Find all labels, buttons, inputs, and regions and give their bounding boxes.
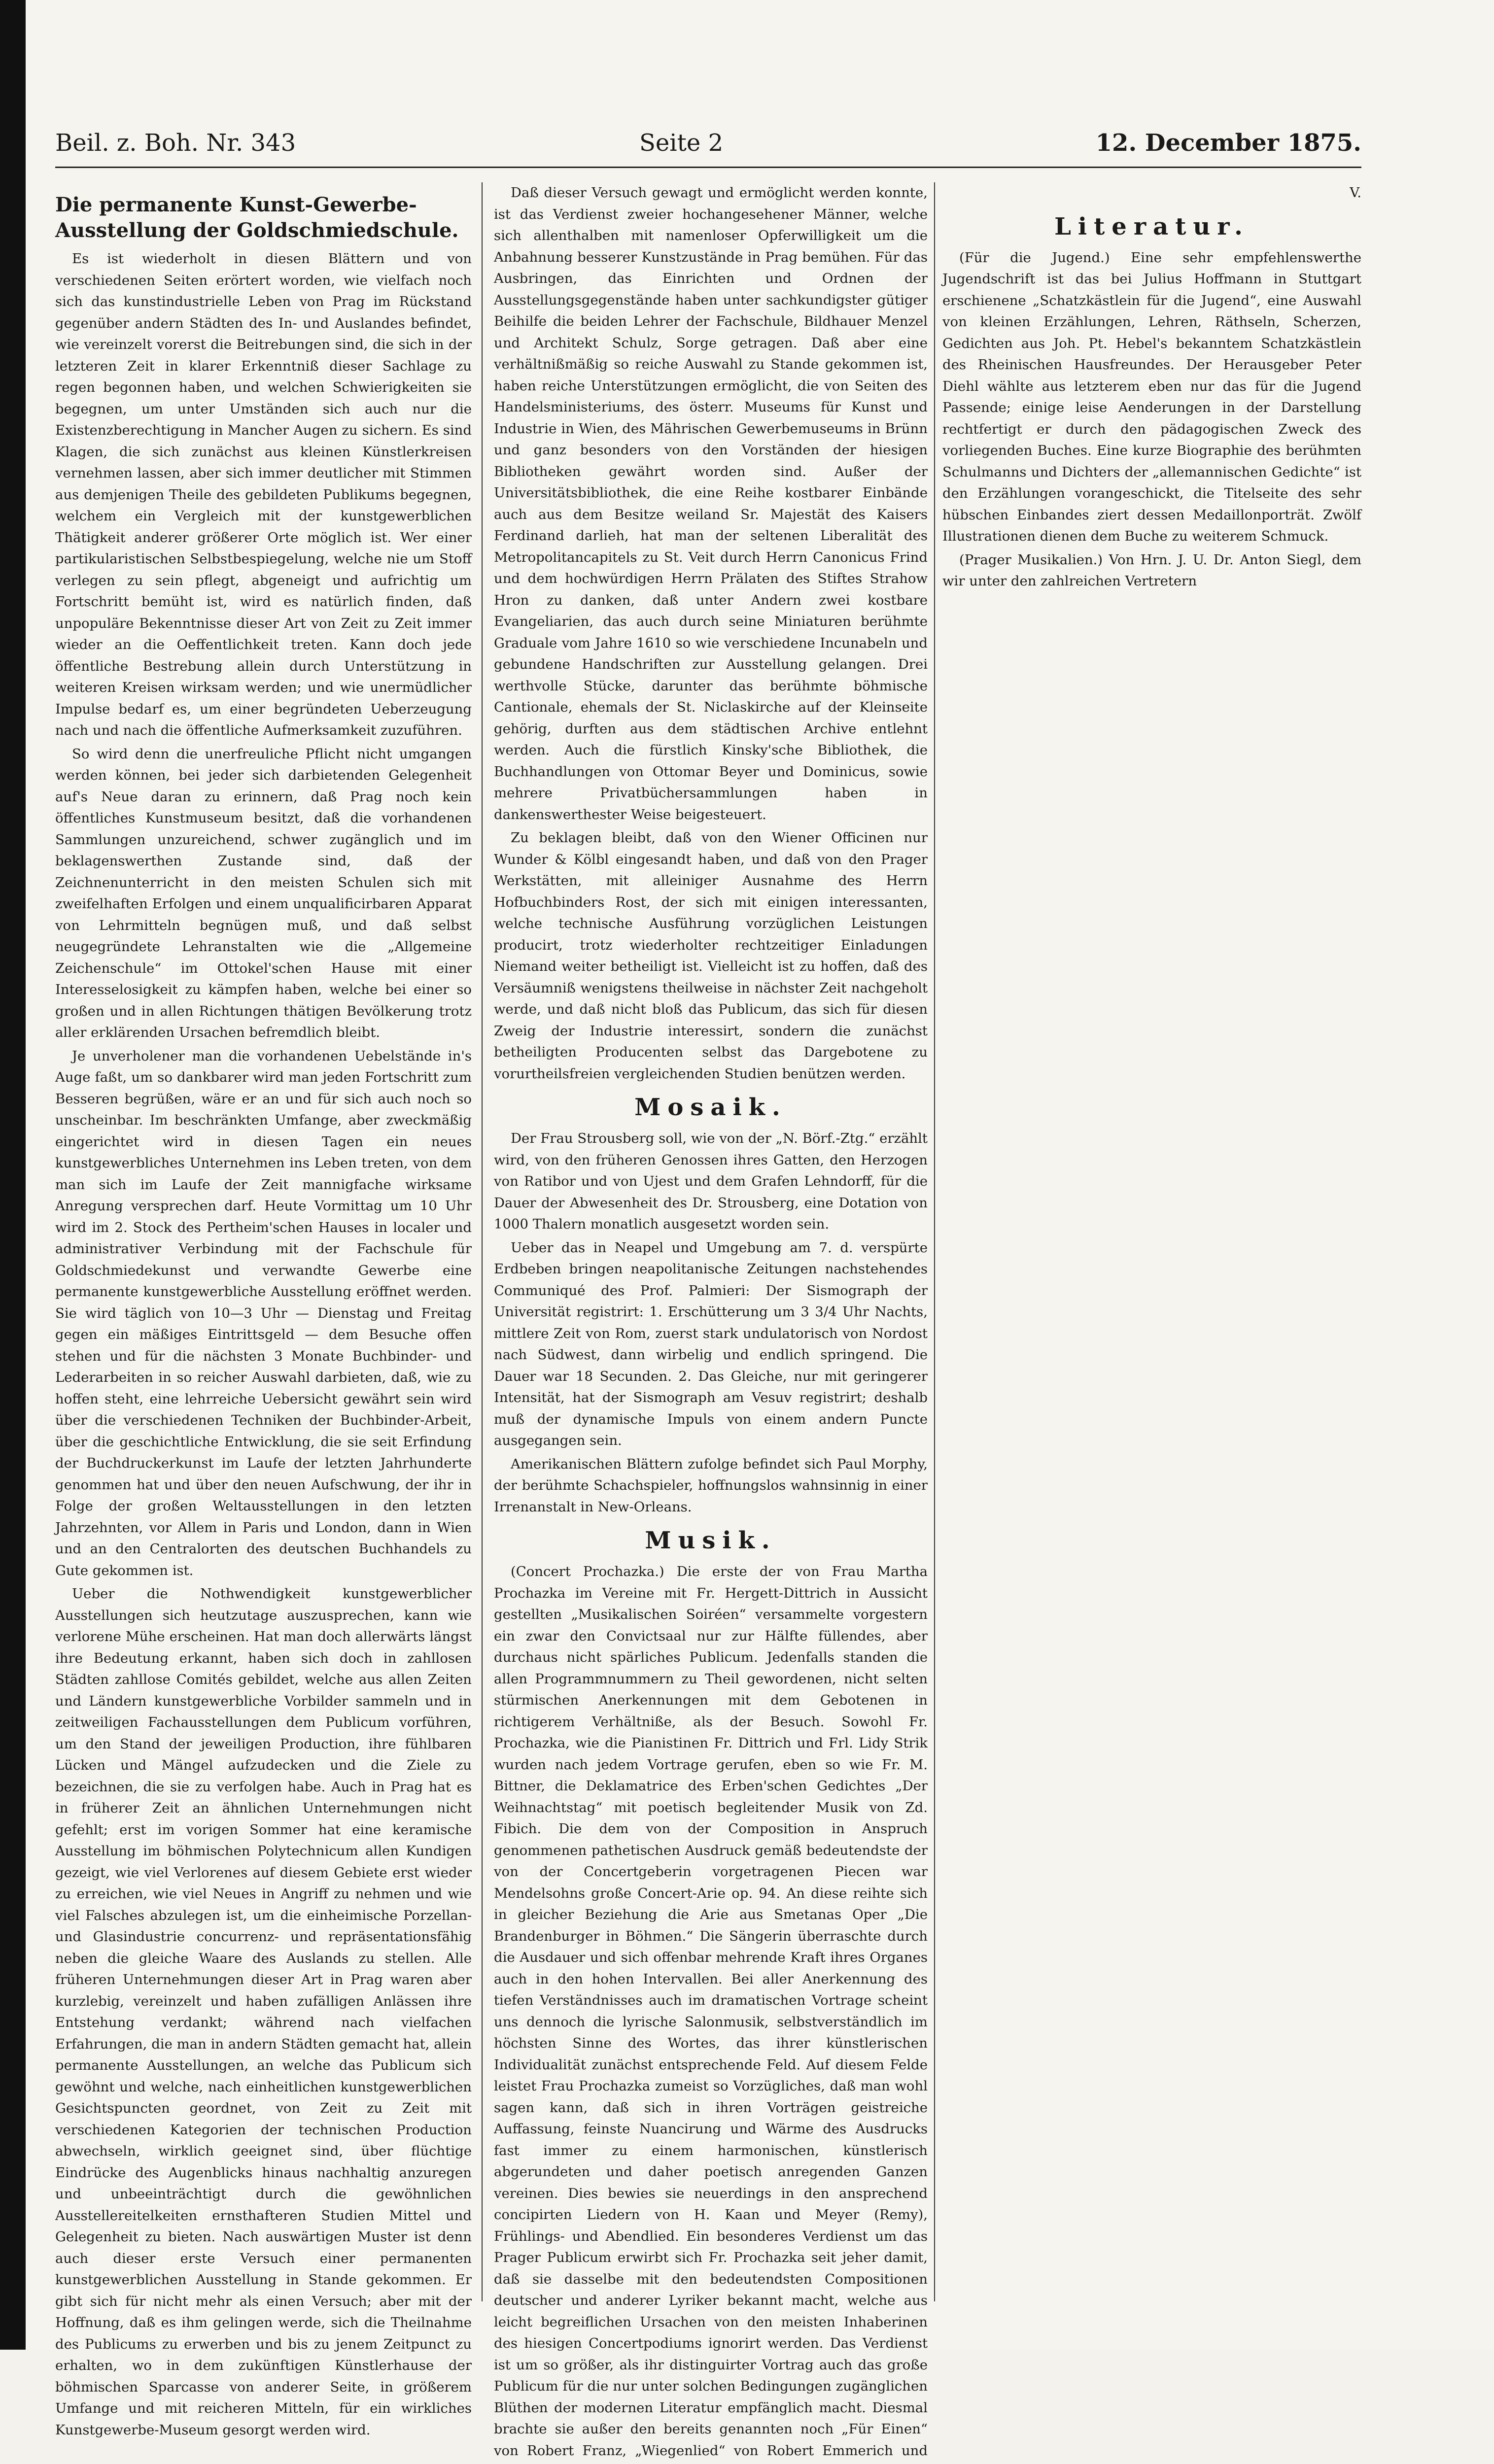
article-paragraph-6: Zu beklagen bleibt, daß von den Wiener Officinen nur Wunder & Kölbl eingesandt haben, und daß von den Prager Werkstätten, mit alleiniger Ausnahme des Herrn Hofbuchbinders Rost, der sich mit einigen interessanten, welche technische Ausführung vorzüglichen Leistungen producirt, trotz wiederholter rechtzeitiger Einladungen Niemand weiter betheiligt ist. Vielleicht ist zu hoffen, daß des Versäumniß wenigstens theilweise in nächster Zeit nachgeholt werde, und daß nicht bloß das Publicum, das sich für diesen Zweig der Industrie interessirt, sondern die zunächst betheiligten Producenten selbst das Dargebotene zu vorurtheilsfreien vergleichenden Studien benützen werden.	[494, 830, 928, 1082]
mosaik-item-2: Ueber das in Neapel und Umgebung am 7. d. verspürte Erdbeben bringen neapolitanische Zeitungen nachstehendes Communiqué des Prof. Palmieri: Der Sismograph der Universität registrirt: 1. Erschütterung um 3 3/4 Uhr Nachts, mittlere Zeit von Rom, zuerst stark undulatorisch von Nordost nach Südwest, dann wirbelig und endlich springend. Die Dauer war 18 Secunden. 2. Das Gleiche, nur mit geringerer Intensität, hat der Sismograph am Vesuv registrirt; deshalb muß der dynamische Impuls von einem andern Puncte ausgegangen sein.	[494, 1239, 928, 1448]
article-title: Die permanente Kunst-Gewerbe-Ausstellung der Goldschmiedschule.	[55, 193, 459, 242]
article-paragraph-4: Ueber die Nothwendigkeit kunstgewerblicher Ausstellungen sich heutzutage auszusprechen, kann wie verlorene Mühe erscheinen. Hat man doch allerwärts längst ihre Bedeutung erkannt, haben sich doch in zahllosen Städten zahllose Comités gebildet, welche aus allen Zeiten und Ländern kunstgewerbliche Vorbilder sammeln und in zeitweiligen Fachausstellungen dem Publicum vorführen, um den Stand der jeweiligen Production, ihre fühlbaren Lücken und Mängel aufzudecken und die Ziele zu bezeichnen, die sie zu verfolgen habe. Auch in Prag hat es in früherer Zeit an ähnlichen Unternehmungen nicht gefehlt; erst im vorigen Sommer hat eine keramische Ausstellung im böhmischen Polytechnicum allen Kundigen gezeigt, wie viel Verlorenes auf diesem Gebiete erst wieder zu erreichen, wie viel Neues in Angriff zu nehmen und wie viel Falsches abzulegen ist, um die einheimische Porzellan- und Glasindustrie concurrenz- und repräsentationsfähig neben die gleiche Waare des Auslands zu stellen. Alle früheren Unternehmungen dieser Art in Prag waren aber kurzlebig, vereinzelt und haben zufälligen Anlässen ihre Entstehung verdankt; während nach vielfachen Erfahrungen, die man in andern Städten gemacht hat, allein permanente Ausstellungen, an welche das Publicum sich gewöhnt und welche, nach einheitlichen kunstgewerblichen Gesichtspuncten geordnet, von Zeit zu Zeit mit verschiedenen Kategorien der technischen Production abwechseln, wirklich geeignet sind, über flüchtige Eindrücke des Augenblicks hinaus nachhaltig anzuregen und unbeeinträchtigt durch die gewöhnlichen Ausstellereitelkeiten ernsthafteren Studien Mittel und Gelegenheit zu bieten. Nach auswärtigen Muster ist denn auch dieser erste Versuch einer permanenten kunstgewerblichen Ausstellung in Stande gekommen. Er gibt sich für nicht mehr als einen Versuch; aber mit der Hoffnung, daß es ihm gelingen werde, sich die Theilnahme des Publicums zu erwerben und bis zu jenem Zeitpunct zu erhalten, wo in dem zukünftigen Künstlerhause der böhmischen Sparcasse von anderer Seite, in größerem Umfange und mit reicheren Mitteln, für ein wirkliches Kunstgewerbe-Museum gesorgt werden wird.	[55, 1586, 472, 2438]
column-divider-2	[934, 182, 935, 2301]
literatur-item-1: (Für die Jugend.) Eine sehr empfehlenswerthe Jugendschrift ist das bei Julius Hoffmann in Stuttgart erschienene „Schatzkästlein für die Jugend“, eine Auswahl von kleinen Erzählungen, Lehren, Räthseln, Scherzen, Gedichten aus Joh. Pt. Hebel's bekanntem Schatzkästlein des Rheinischen Hausfreundes. Der Herausgeber Peter Diehl wählte aus letzterem eben nur das für die Jugend Passende; einige leise Aenderungen in der Darstellung rechtfertigt er durch den pädagogischen Zweck des vorliegenden Buches. Eine kurze Biographie des berühmten Schulmanns und Dichters der „allemannischen Gedichte“ ist den Erzählungen vorangeschickt, die Titelseite des sehr hübschen Einbandes ziert dessen Medaillonporträt. Zwölf Illustrationen dienen dem Buche zu weiterem Schmuck.	[942, 249, 1361, 544]
header-rule	[55, 167, 1361, 168]
article-paragraph-1: Es ist wiederholt in diesen Blättern und von verschiedenen Seiten erörtert worden, wie vielfach noch sich das kunstindustrielle Leben von Prag im Rückstand gegenüber andern Städten des In- und Auslandes befindet, wie vereinzelt vorerst die Beitrebungen sind, die sich in der letzteren Zeit in klarer Erkenntniß dieser Sachlage zu regen begonnen haben, und welchen Schwierigkeiten sie begegnen, um unter Umständen sich auch nur die Existenzberechtigung in Mancher Augen zu sichern. Es sind Klagen, die sich zunächst aus kleinen Künstlerkreisen vernehmen lassen, aber sich immer deutlicher mit Stimmen aus demjenigen Theile des gebildeten Publikums begegnen, welchem ein Vergleich mit der kunstgewerblichen Thätigkeit anderer größerer Orte möglich ist. Wer einer partikularistischen Selbstbespiegelung, welche nie um Stoff verlegen zu sein pflegt, abgeneigt und aufrichtig um Fortschritt bemüht ist, wird es natürlich finden, daß unpopuläre Bekenntnisse dieser Art von Zeit zu Zeit immer wieder an die Oeffentlichkeit treten. Kann doch jede öffentliche Bestrebung allein durch Unterstützung in weiteren Kreisen wirksam werden; und wie unermüdlicher Impulse bedarf es, um einer begründeten Ueberzeugung nach und nach die öffentliche Aufmerksamkeit zuzuführen.	[55, 251, 472, 738]
column-3	[942, 182, 1361, 2316]
page-header	[55, 129, 1361, 164]
literatur-heading: Literatur.	[1054, 212, 1250, 240]
column-2	[494, 182, 928, 2459]
article-paragraph-5: Daß dieser Versuch gewagt und ermöglicht werden konnte, ist das Verdienst zweier hochangesehener Männer, welche sich allenthalben mit namenloser Opferwilligkeit um die Anbahnung besserer Kunstzustände in Prag bemühen. Für das Ausbringen, das Einrichten und Ordnen der Ausstellungsgegenstände haben unter sachkundigster gütiger Beihilfe die beiden Lehrer der Fachschule, Bildhauer Menzel und Architekt Schulz, Sorge getragen. Daß aber eine verhältnißmäßig so reiche Auswahl zu Stande gekommen ist, haben reiche Unterstützungen ermöglicht, die von Seiten des Handelsministeriums, des österr. Museums für Kunst und Industrie in Wien, des Mährischen Gewerbemuseums in Brünn und ganz besonders von den Vorständen der hiesigen Bibliotheken gewährt worden sind. Außer der Universitätsbibliothek, die eine Reihe kostbarer Einbände auch aus dem Besitze weiland Sr. Majestät des Kaisers Ferdinand darlieh, hat man der seltenen Liberalität des Metropolitancapitels zu St. Veit durch Herrn Canonicus Frind und dem hochwürdigen Herrn Prälaten des Stiftes Strahow Hron zu danken, daß unter Andern zwei kostbare Evangeliarien, das auch durch seine Miniaturen berühmte Graduale vom Jahre 1610 so wie verschiedene Incunabeln und gebundene Handschriften zur Ausstellung gelangen. Drei werthvolle Stücke, darunter das berühmte böhmische Cantionale, ehemals der St. Niclaskirche auf der Kleinseite gehörig, durften aus dem städtischen Archive entlehnt werden. Auch die fürstlich Kinsky'sche Bibliothek, die Buchhandlungen von Ottomar Beyer und Dominicus, sowie mehrere Privatbüchersammlungen haben in dankenswerthester Weise beigesteuert.	[494, 185, 928, 822]
column-1	[55, 182, 472, 2438]
binding-edge	[0, 0, 26, 2350]
header-page-number: Seite 2	[639, 129, 724, 157]
header-date: 12. December 1875.	[1095, 129, 1361, 157]
article-paragraph-2: So wird denn die unerfreuliche Pflicht nicht umgangen werden können, bei jeder sich darbietenden Gelegenheit auf's Neue daran zu erinnern, daß Prag noch kein öffentliches Kunstmuseum besitzt, daß die vorhandenen Sammlungen unzureichend, schwer zugänglich und im beklagenswerthen Zustande sind, daß der Zeichnenunterricht in den meisten Schulen sich mit zweifelhaften Erfolgen und einem unqualificirbaren Apparat von Lehrmitteln begnügen muß, und daß selbst neugegründete Lehranstalten wie die „Allgemeine Zeichenschule“ im Ottokel'schen Hause mit einer Interesselosigkeit zu kämpfen haben, welche bei einer so großen und in allen Richtungen thätigen Bevölkerung trotz aller erklärenden Ursachen befremdlich bleibt.	[55, 746, 472, 1040]
musik-paragraph: (Concert Prochazka.) Die erste der von Frau Martha Prochazka im Vereine mit Fr. Hergett-Dittrich in Aussicht gestellten „Musikalischen Soiréen“ versammelte vorgestern ein zwar den Convictsaal nur zur Hälfte füllendes, aber durchaus nicht spärliches Publicum. Jedenfalls standen die allen Programmnummern zu Theil gewordenen, nicht selten stürmischen Anerkennungen mit dem Gebotenen in richtigerem Verhältniße, als der Besuch. Sowohl Fr. Prochazka, wie die Pianistinen Fr. Dittrich und Frl. Lidy Strik wurden nach jedem Vortrage gerufen, eben so wie Fr. M. Bittner, die Deklamatrice des Erben'schen Gedichtes „Der Weihnachtstag“ mit poetisch begleitender Musik von Zd. Fibich. Die dem von der Composition in Anspruch genommenen pathetischen Ausdruck gemäß bedeutendste der von der Concertgeberin vorgetragenen Piecen war Mendelsohns große Concert-Arie op. 94. An diese reihte sich in gleicher Beziehung die Arie aus Smetanas Oper „Die Brandenburger in Böhmen.“ Die Sängerin überraschte durch die Ausdauer und sich offenbar mehrende Kraft ihres Organes auch in den hohen Intervallen. Bei aller Anerkennung des tiefen Verständnisses auch im dramatischen Vortrage scheint uns dennoch die lyrische Salonmusik, selbstverständlich im höchsten Sinne des Wortes, das ihrer künstlerischen Individualität zunächst entsprechende Feld. Auf diesem Felde leistet Frau Prochazka zumeist so Vorzügliches, daß man wohl sagen kann, daß sich in ihren Vorträgen geistreiche Auffassung, feinste Nuancirung und Wärme des Ausdrucks fast immer zu einem harmonischen, künstlerisch abgerundeten und daher poetisch anregenden Ganzen vereinen. Dies bewies sie neuerdings in den ansprechend concipirten Liedern von H. Kaan und Meyer (Remy), Frühlings- und Abendlied. Ein besonderes Verdienst um das Prager Publicum erwirbt sich Fr. Prochazka seit jeher damit, daß sie dasselbe mit den bedeutendsten Compositionen deutscher und anderer Lyriker bekannt macht, welche aus leicht begreiflichen Ursachen von den meisten Inhaberinen des hiesigen Concertpodiums ignorirt werden. Das Verdienst ist um so größer, als ihr distinguirter Vortrag auch das große Publicum für die nur unter solchen Bedingungen zugänglichen Blüthen der modernen Literatur empfänglich macht. Diesmal brachte sie außer den bereits genannten noch „Für Einen“ von Robert Franz, „Wiegenlied“ von Robert Emmerich und	[494, 1564, 928, 2459]
mosaik-item-1: Der Frau Strousberg soll, wie von der „N. Börf.-Ztg.“ erzählt wird, von den früheren Genossen ihres Gatten, den Herzogen von Ratibor und von Ujest und dem Grafen Lehndorff, für die Dauer der Abwesenheit des Dr. Strousberg, eine Dotation von 1000 Thalern monatlich ausgesetzt worden sein.	[494, 1130, 928, 1232]
column-divider-1	[482, 182, 483, 2301]
literatur-item-2: (Prager Musikalien.) Von Hrn. J. U. Dr. Anton Siegl, dem wir unter den zahlreichen Vertretern	[942, 551, 1361, 589]
musik-heading: Musik.	[645, 1527, 777, 1554]
mosaik-heading: Mosaik.	[634, 1094, 787, 1121]
mosaik-item-3: Amerikanischen Blättern zufolge befindet sich Paul Morphy, der berühmte Schachspieler, hoffnungslos wahnsinnig in einer Irrenanstalt in New-Orleans.	[494, 1456, 928, 1515]
header-issue: Beil. z. Boh. Nr. 343	[55, 129, 296, 157]
article-paragraph-3: Je unverholener man die vorhandenen Uebelstände in's Auge faßt, um so dankbarer wird man jeden Fortschritt zum Besseren begrüßen, wäre er an und für sich auch noch so unscheinbar. Im beschränkten Umfange, aber zweckmäßig eingerichtet wird in diesen Tagen ein neues kunstgewerbliches Unternehmen ins Leben treten, von dem man sich im Laufe der Zeit mannigfache wirksame Anregung versprechen darf. Heute Vormittag um 10 Uhr wird im 2. Stock des Pertheim'schen Hauses in localer und administrativer Verbindung mit der Fachschule für Goldschmiedekunst und verwandte Gewerbe eine permanente kunstgewerbliche Ausstellung eröffnet werden. Sie wird täglich von 10—3 Uhr — Dienstag und Freitag gegen ein mäßiges Eintrittsgeld — dem Besuche offen stehen und für die nächsten 3 Monate Buchbinder- und Lederarbeiten in so reicher Auswahl darbieten, daß, wie zu hoffen steht, eine lehrreiche Uebersicht gewährt sein wird über die verschiedenen Techniken der Buchbinder-Arbeit, über die geschichtliche Entwicklung, die sie seit Erfindung der Buchdruckerkunst im Laufe der letzten Jahrhunderte genommen hat und über den neuen Aufschwung, der ihr in Folge der großen Weltausstellungen in den letzten Jahrzehnten, vor Allem in Paris und London, dann in Wien und an den Centralorten des deutschen Buchhandels zu Gute gekommen ist.	[55, 1048, 472, 1578]
musik-signature: V.	[1350, 185, 1361, 201]
